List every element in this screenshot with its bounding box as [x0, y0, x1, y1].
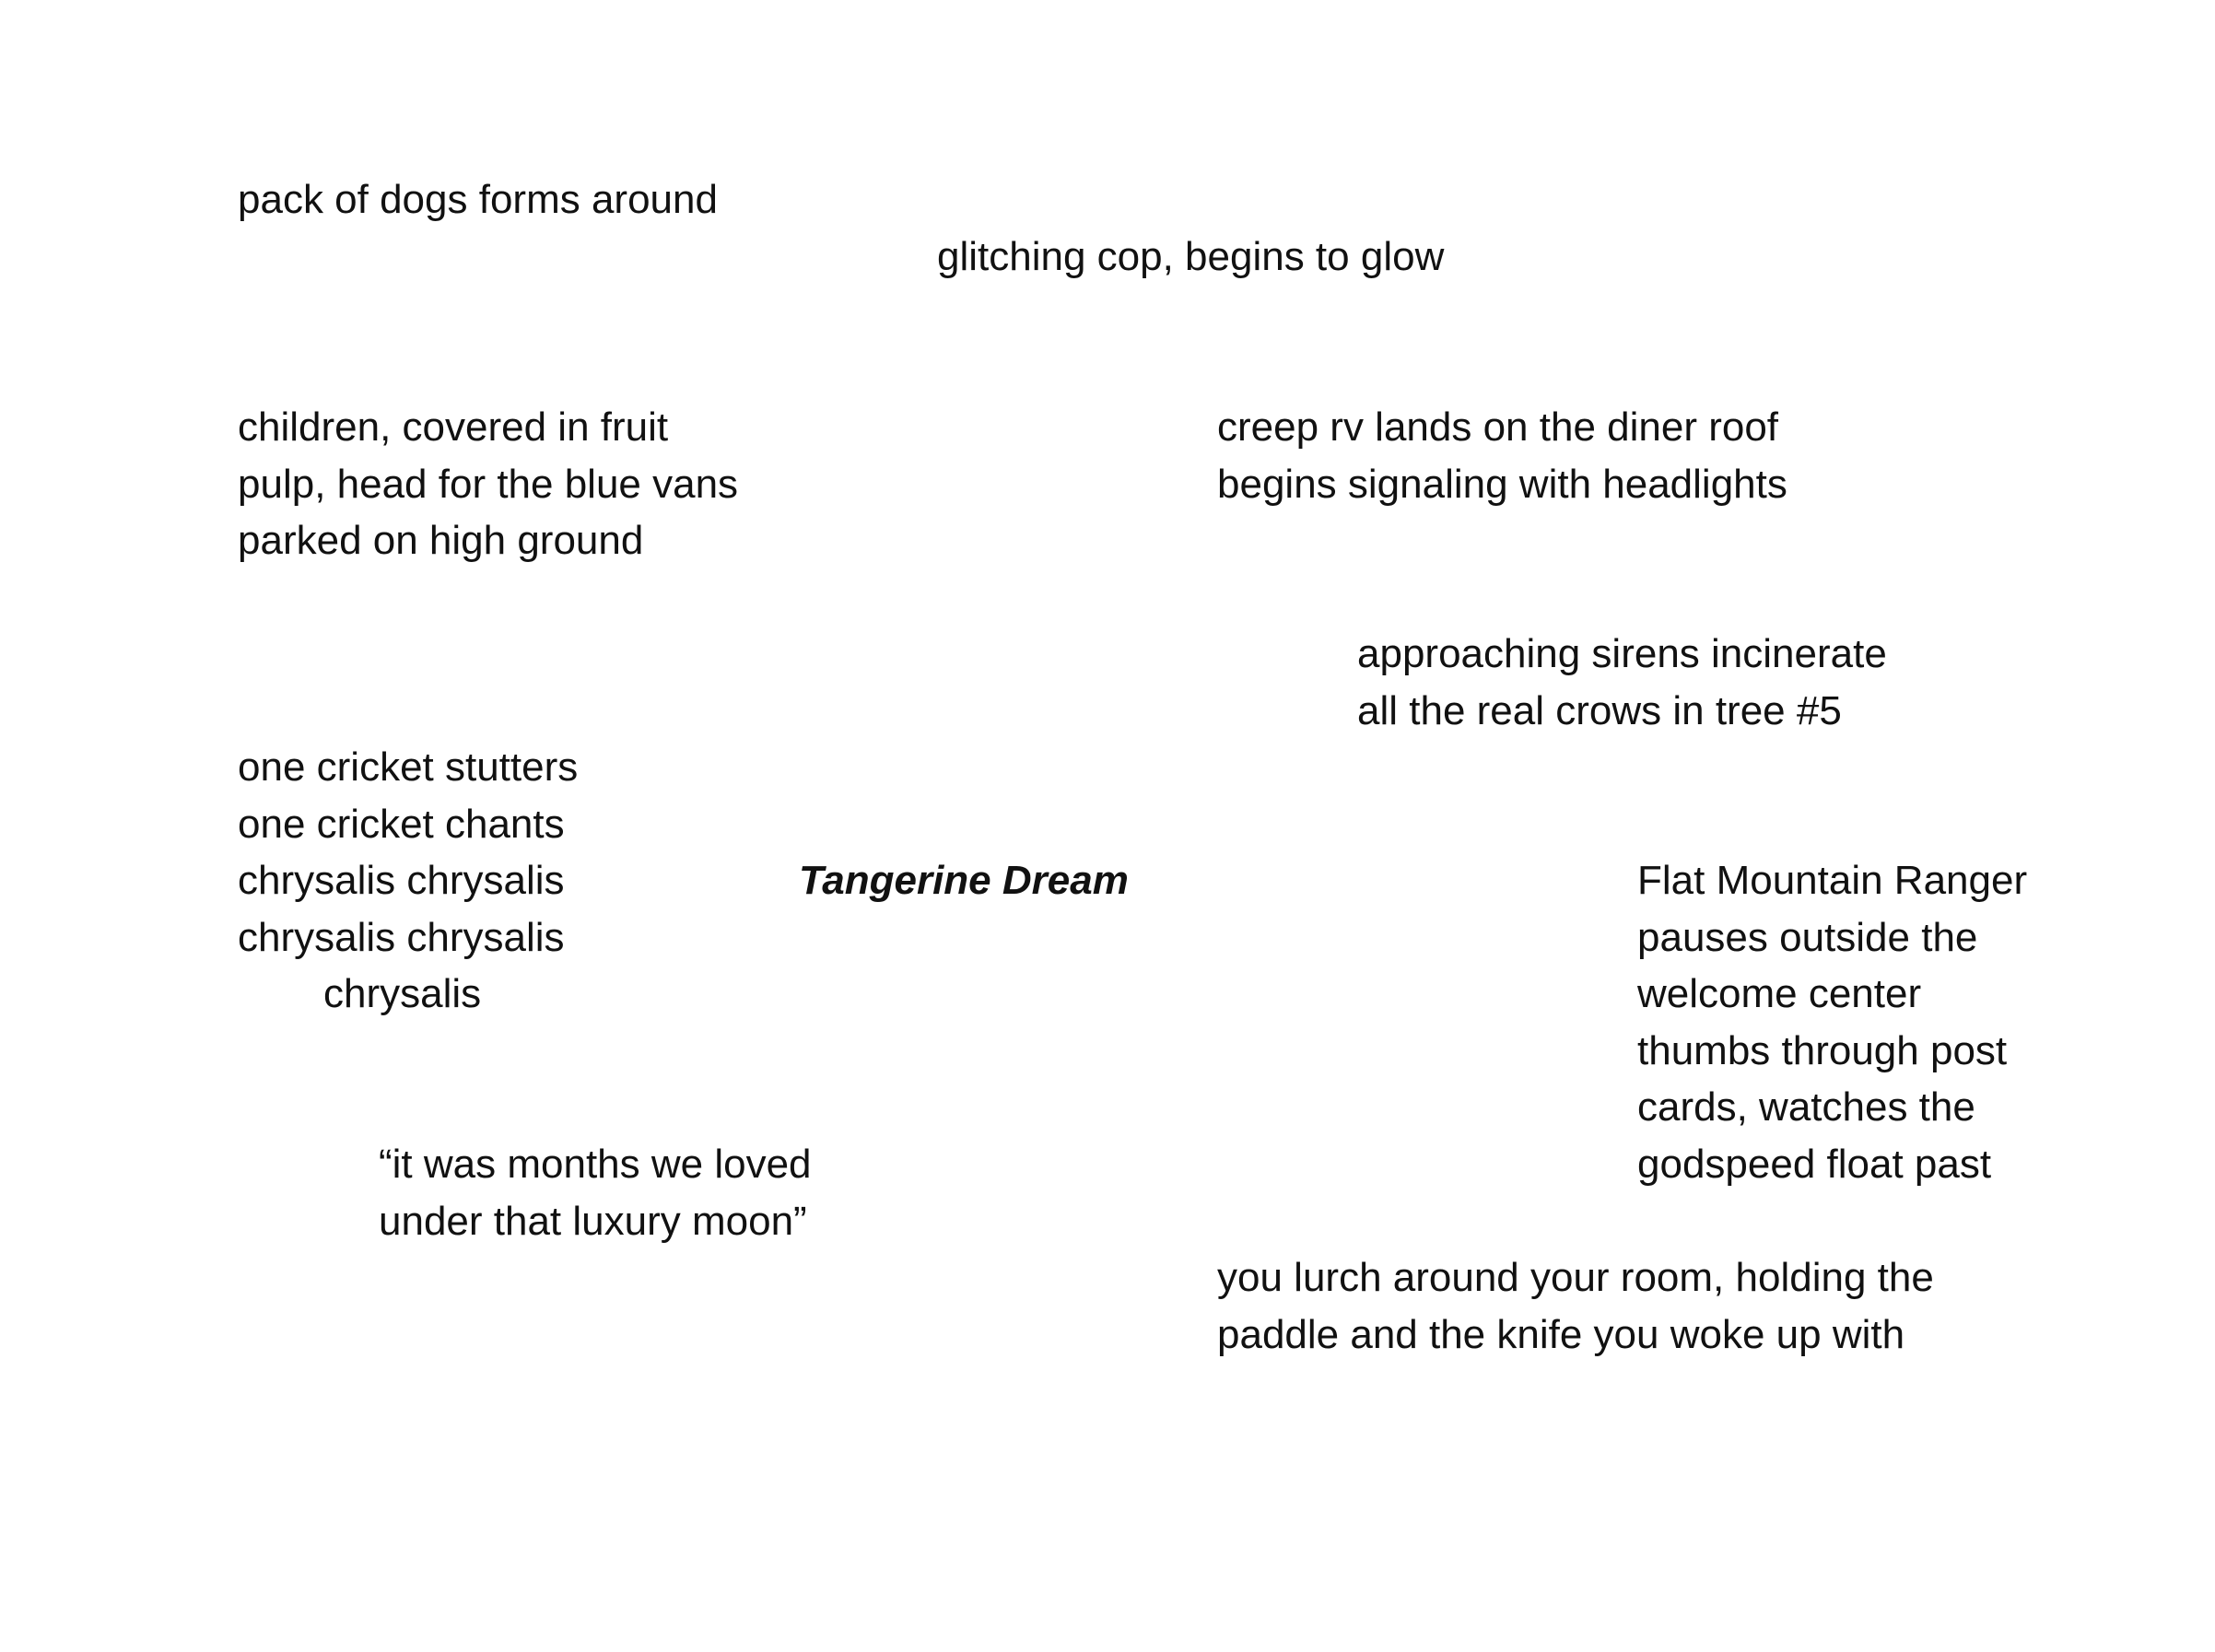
stanza-cop: [937, 228, 1444, 286]
poem-line: “it was months we loved: [379, 1142, 812, 1187]
poem-line: pulp, head for the blue vans: [238, 461, 739, 507]
stanza-cricket: [238, 739, 578, 1023]
poem-line: all the real crows in tree #5: [1357, 687, 1842, 733]
poem-line: children, covered in fruit: [238, 404, 669, 450]
poem-line: one cricket stutters: [238, 744, 579, 790]
poem-line: under that luxury moon”: [379, 1198, 807, 1244]
stanza-ranger: [1637, 852, 2027, 1192]
stanza-quote: [379, 1136, 812, 1249]
poem-line: glitching cop, begins to glow: [937, 234, 1445, 279]
poem-line: you lurch around your room, holding the: [1217, 1255, 1934, 1300]
poem-line: chrysalis: [323, 971, 482, 1016]
poem-line: parked on high ground: [238, 518, 644, 563]
poem-line: thumbs through post: [1637, 1027, 2008, 1073]
poem-line: cards, watches the: [1637, 1084, 1975, 1130]
stanza-dogs: [238, 171, 718, 228]
poem-title: Tangerine Dream: [799, 858, 1129, 903]
poem-line: welcome center: [1637, 971, 1922, 1016]
stanza-children: [238, 399, 738, 569]
poem-line: Flat Mountain Ranger: [1637, 858, 2028, 903]
stanza-room: [1217, 1249, 1934, 1363]
poem-line: creep rv lands on the diner roof: [1217, 404, 1779, 450]
poem-line: chrysalis chrysalis: [238, 858, 565, 903]
poem-line: pauses outside the: [1637, 914, 1978, 960]
stanza-sirens: [1357, 626, 1887, 739]
stanza-rv: [1217, 399, 1787, 512]
poem-line: godspeed float past: [1637, 1141, 1992, 1187]
poem-line: one cricket chants: [238, 801, 565, 847]
poem-line: approaching sirens incinerate: [1357, 631, 1887, 676]
poem-line: chrysalis chrysalis: [238, 914, 565, 960]
poem-line: begins signaling with headlights: [1217, 461, 1787, 507]
poem-line: paddle and the knife you woke up with: [1217, 1311, 1905, 1357]
poem-line: pack of dogs forms around: [238, 177, 718, 222]
